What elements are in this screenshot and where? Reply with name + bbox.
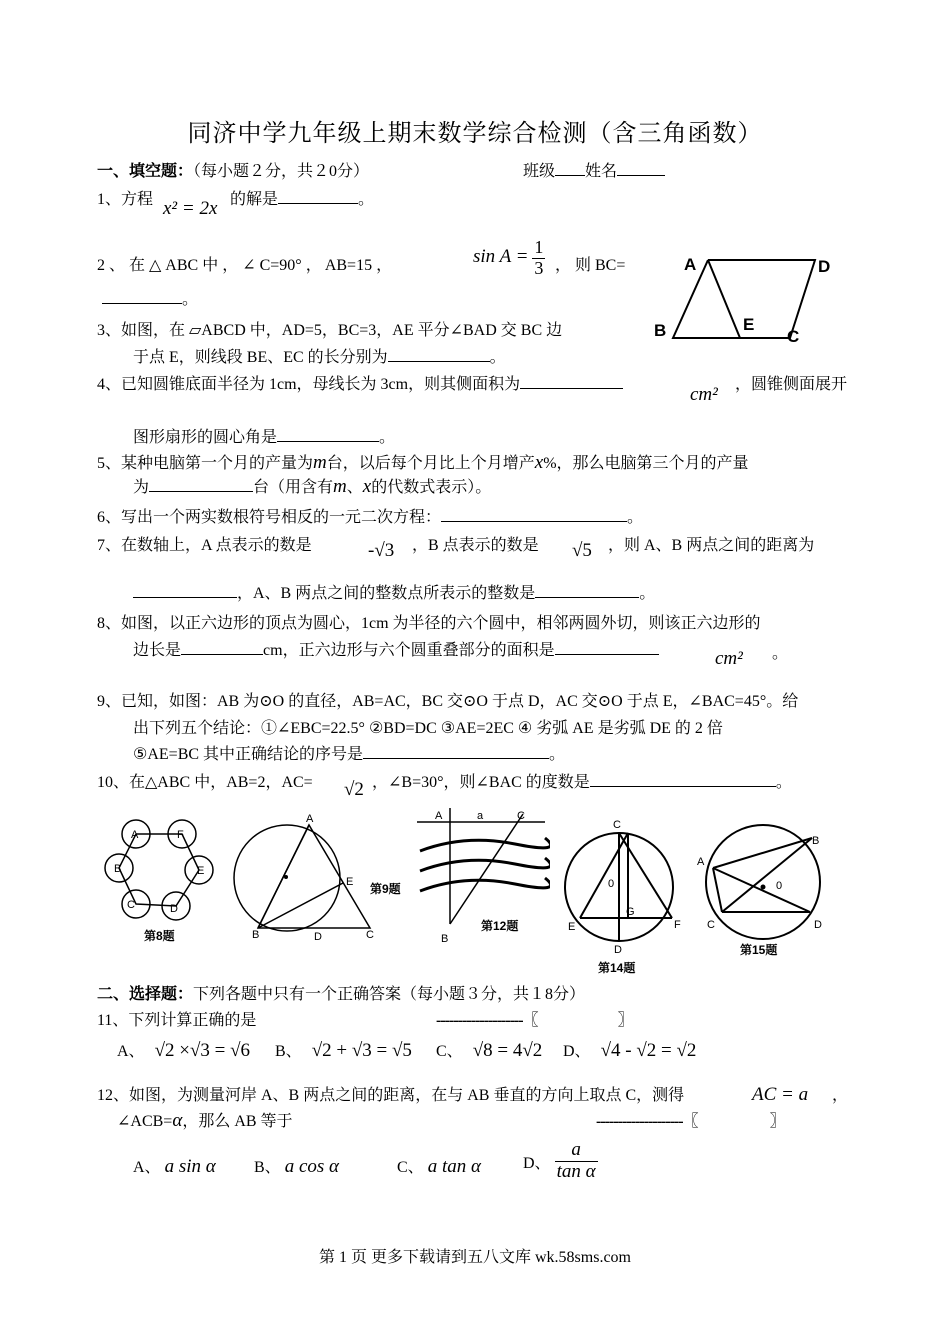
- q11-option-d: D、 √4 - √2 = √2: [563, 1040, 697, 1061]
- q12-option-d-fraction: $\frac{a}{\text{tan α}}$: [556, 1139, 596, 1182]
- q12-option-c: C、 a tan α: [397, 1156, 481, 1177]
- q12-line1b: ，: [832, 1087, 849, 1104]
- q2-fraction: $\frac{1}{3}$: [534, 237, 544, 278]
- name-blank: [617, 161, 665, 176]
- q9-line2: 出下列五个结论：①∠EBC=22.5° ②BD=DC ③AE=2EC ④ 劣弧 AE 是劣弧 DE 的 2 倍: [133, 720, 723, 737]
- q12-option-a: A、 a sin α: [133, 1156, 216, 1177]
- fig9-label-e: E: [346, 876, 354, 888]
- q8-line2: 边长是 cm，正六边形与六个圆重叠部分的面积是: [133, 637, 659, 660]
- fig9-label-c: C: [366, 929, 374, 941]
- q7-line1c: ，则 A、B 两点之间的距离为: [608, 537, 815, 554]
- q8-unit: cm²: [715, 648, 743, 669]
- figure-14: [562, 815, 687, 980]
- fig9-caption: 第9题: [370, 882, 401, 896]
- q2-line1b: ， 则 BC=: [555, 257, 626, 274]
- class-label: 班级: [523, 163, 556, 180]
- fig8-label-f: F: [177, 829, 184, 841]
- q7-blank-distance: [133, 583, 237, 598]
- q9-line1: 9、已知，如图：AB 为⊙O 的直径，AB=AC，BC 交⊙O 于点 D，AC 交⊙O 于点 E，∠BAC=45°。给: [97, 693, 799, 710]
- q4-line2: 图形扇形的圆心角是 。: [133, 429, 396, 446]
- fig8-caption: 第8题: [144, 929, 175, 943]
- fig15-label-c: C: [707, 919, 715, 931]
- q7-line2: ，A、B 两点之间的整数点所表示的整数是 。: [133, 580, 655, 603]
- fig14-label-o: 0: [608, 878, 615, 890]
- class-blank: [555, 161, 585, 176]
- fig8-label-b: B: [114, 863, 122, 875]
- q4-line1: 4、已知圆锥底面半径为 1cm，母线长为 3cm，则其侧面积为: [97, 371, 623, 394]
- parallelogram-figure: [650, 250, 840, 350]
- q2-sin-expr: [473, 238, 545, 279]
- fig8-label-c: C: [127, 899, 135, 911]
- q12-line2: ∠ACB=α，那么 AB 等于: [117, 1110, 293, 1131]
- fig8-label-a: A: [131, 829, 139, 841]
- question-1: [97, 186, 153, 209]
- q1-end: 。: [358, 191, 375, 208]
- fig-label-a: A: [684, 255, 697, 274]
- q12-option-d: D、 $\frac{a}{\text{tan α}}$: [523, 1139, 596, 1182]
- section2-heading: 二、选择题：: [97, 986, 194, 1003]
- fig9-label-b: B: [252, 929, 260, 941]
- q8-line1: 8、如图，以正六边形的顶点为圆心，1cm 为半径的六个圆中，相邻两圆外切，则该正六边形的: [97, 615, 761, 632]
- q4-blank-angle: [277, 427, 379, 442]
- q5-line1: 5、某种电脑第一个月的产量为m台，以后每个月比上个月增产x%，那么电脑第三个月的产量: [97, 452, 749, 473]
- fig-label-e: E: [743, 315, 755, 334]
- q8-blank-side: [181, 640, 263, 655]
- q9-blank: [363, 744, 549, 759]
- fig14-label-f: F: [674, 919, 681, 931]
- q1-blank: [278, 189, 358, 204]
- fig12-label-b: B: [441, 933, 449, 945]
- page-title: 同济中学九年级上期末数学综合检测（含三角函数）: [187, 121, 763, 147]
- q10-value: √2: [344, 779, 364, 800]
- fig15-label-a: A: [697, 856, 705, 868]
- q7-line1b: ，B 点表示的数是: [412, 537, 539, 554]
- fig12-caption: 第12题: [481, 919, 519, 933]
- figure-8: [100, 818, 220, 946]
- fig14-label-g: G: [626, 906, 635, 918]
- fig15-label-b: B: [812, 835, 820, 847]
- q8-end: 。: [772, 645, 789, 662]
- q11: 11、下列计算正确的是: [97, 1012, 257, 1029]
- section2-header: [97, 981, 585, 1004]
- q2-line2: [102, 286, 198, 309]
- page-footer: 第 1 页 更多下载请到五八文库 wk.58sms.com: [318, 1249, 631, 1266]
- fig14-label-c: C: [613, 819, 621, 831]
- section2-note: 下列各题中只有一个正确答案（每小题３分，共１8分）: [193, 986, 586, 1003]
- q3-blank: [388, 347, 490, 362]
- q5-line2: 为 台（用含有m、x的代数式表示）。: [133, 476, 492, 497]
- q7-a-value: -√3: [368, 540, 395, 561]
- q2-sin: sin A =: [473, 245, 529, 267]
- section1-header: [97, 158, 369, 181]
- fig8-label-d: D: [170, 903, 178, 915]
- fig15-label-o: 0: [776, 880, 783, 892]
- figure-15: [694, 820, 834, 960]
- question-2: [97, 252, 392, 275]
- q10-line1: 10、在△ABC 中，AB=2，AC=: [97, 774, 313, 791]
- q12-option-b: B、 a cos α: [254, 1156, 339, 1177]
- q4-unit: cm²: [690, 384, 718, 405]
- q1-equation: x² = 2x: [163, 198, 218, 219]
- figure-9: [230, 810, 380, 945]
- section1-heading: 一、填空题：: [97, 163, 194, 180]
- q4-line1b: ，圆锥侧面展开: [735, 376, 848, 393]
- fig12-label-c: C: [517, 810, 525, 822]
- q2-line1: 2 、 在 △ ABC 中 ， ∠ C=90° ， AB=15 ，: [97, 257, 393, 274]
- fig8-label-e: E: [197, 865, 205, 877]
- fig-label-d: D: [818, 257, 831, 276]
- q4-blank-area: [520, 374, 623, 389]
- q12-answer-slot: --------------------〖 〗: [596, 1113, 785, 1130]
- q12-eq: AC = a: [752, 1084, 809, 1105]
- q12-line1: 12、如图，为测量河岸 A、B 两点之间的距离，在与 AB 垂直的方向上取点 C，测得: [97, 1087, 685, 1104]
- q6-blank: [441, 507, 627, 522]
- q11-option-b: B、 √2 + √3 = √5: [275, 1040, 412, 1061]
- fig15-label-d: D: [814, 919, 822, 931]
- fig14-label-e: E: [568, 921, 576, 933]
- q1-tail: [230, 186, 374, 209]
- fig9-label-d: D: [314, 931, 322, 943]
- fig14-caption: 第14题: [598, 961, 636, 975]
- q11-option-a: A、 √2 ×√3 = √6: [117, 1040, 251, 1061]
- q9-line3: ⑤AE=BC 其中正确结论的序号是 。: [133, 746, 566, 763]
- fig12-label-a: A: [435, 810, 443, 822]
- section1-note: （每小题２分，共２0分）: [193, 163, 370, 180]
- q1-number: 1、方程: [97, 191, 154, 208]
- q7-line1: 7、在数轴上，A 点表示的数是: [97, 537, 312, 554]
- q8-blank-area: [555, 640, 659, 655]
- class-name-field: [523, 158, 665, 181]
- fig-label-c: C: [787, 327, 800, 346]
- q10-line1b: ，∠B=30°，则∠BAC 的度数是 。: [372, 774, 792, 791]
- q3-line2: 于点 E，则线段 BE、EC 的长分别为 。: [133, 349, 506, 366]
- q10-blank: [590, 772, 776, 787]
- figure-12: [415, 806, 550, 946]
- q6: 6、写出一个两实数根符号相反的一元二次方程： 。: [97, 509, 644, 526]
- fig12-label-a-small: a: [477, 810, 484, 822]
- q5-blank: [149, 477, 253, 492]
- q7-blank-integers: [535, 583, 639, 598]
- q1-tail-text: 的解是: [230, 191, 279, 208]
- q7-b-value: √5: [572, 540, 592, 561]
- name-label: 姓名: [585, 163, 618, 180]
- q2-end: 。: [182, 291, 199, 308]
- fig9-label-a: A: [306, 813, 314, 825]
- fig-label-b: B: [654, 321, 667, 340]
- fig15-caption: 第15题: [740, 943, 778, 957]
- q2-blank: [102, 289, 182, 304]
- q3-line1: 3、如图，在 ▱ABCD 中，AD=5，BC=3，AE 平分∠BAD 交 BC 边: [97, 322, 563, 339]
- fig14-label-d: D: [614, 944, 622, 956]
- q11-answer-slot: --------------------〖 〗: [436, 1012, 633, 1029]
- q11-option-c: C、 √8 = 4√2: [436, 1040, 543, 1061]
